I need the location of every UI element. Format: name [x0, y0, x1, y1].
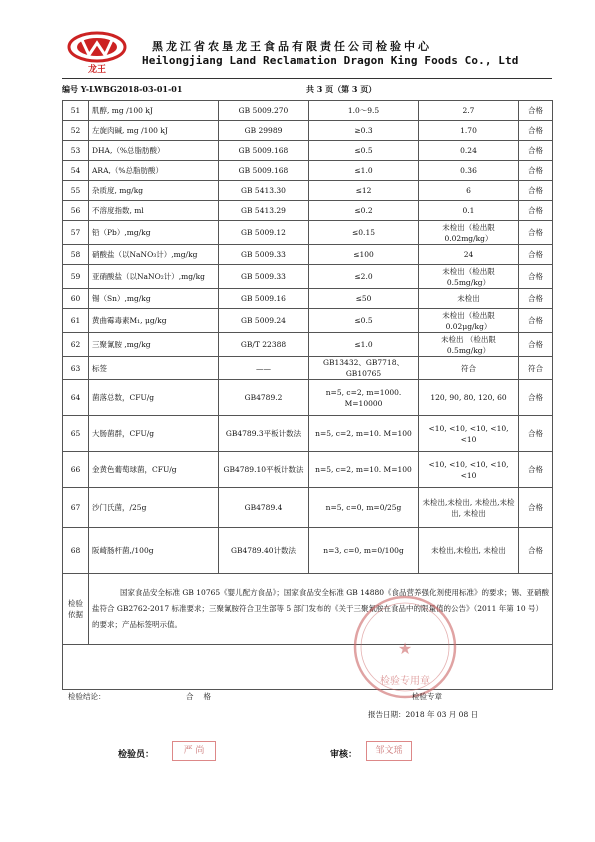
row-number: 58	[63, 245, 89, 265]
row-method: ——	[219, 357, 309, 380]
table-row	[63, 221, 553, 245]
inspector-signature: 严 尚	[172, 741, 216, 761]
row-number: 66	[63, 452, 89, 488]
row-verdict: 合格	[519, 101, 553, 121]
row-verdict: 合格	[519, 333, 553, 357]
row-number: 62	[63, 333, 89, 357]
table-row	[63, 416, 553, 452]
row-requirement: n=5, c=2, m=10. M=100	[309, 452, 419, 488]
row-requirement: ≤100	[309, 245, 419, 265]
row-verdict: 合格	[519, 201, 553, 221]
row-verdict: 合格	[519, 181, 553, 201]
row-result: 24	[419, 245, 519, 265]
reviewer-label: 审核：	[330, 750, 358, 760]
row-method: GB4789.10平板计数法	[219, 452, 309, 488]
table-row	[63, 181, 553, 201]
row-result: 未检出（检出限 0.02mg/kg）	[419, 221, 519, 245]
row-verdict: 合格	[519, 488, 553, 528]
row-verdict: 合格	[519, 161, 553, 181]
row-verdict: 合格	[519, 416, 553, 452]
row-verdict: 合格	[519, 289, 553, 309]
header-divider	[62, 78, 552, 79]
table-row	[63, 121, 553, 141]
row-requirement: ≤0.5	[309, 141, 419, 161]
row-method: GB/T 22388	[219, 333, 309, 357]
table-row	[63, 161, 553, 181]
row-result: 1.70	[419, 121, 519, 141]
row-method: GB 5009.16	[219, 289, 309, 309]
row-item: 阪崎肠杆菌,/100g	[89, 528, 219, 574]
row-method: GB 5009.33	[219, 245, 309, 265]
row-number: 57	[63, 221, 89, 245]
row-requirement: ≤1.0	[309, 333, 419, 357]
row-requirement: GB13432、GB7718、GB10765	[309, 357, 419, 380]
row-item: 肌醇, mg /100 kJ	[89, 101, 219, 121]
company-name-en: Heilongjiang Land Reclamation Dragon King Foods Co., Ltd	[142, 54, 519, 67]
row-method: GB4789.40计数法	[219, 528, 309, 574]
row-result: 未检出（检出限 0.5mg/kg）	[419, 265, 519, 289]
row-verdict: 合格	[519, 452, 553, 488]
logo-text: 龙王	[87, 65, 107, 74]
row-requirement: ≤2.0	[309, 265, 419, 289]
row-requirement: ≤12	[309, 181, 419, 201]
row-number: 67	[63, 488, 89, 528]
row-item: 左旋肉碱, mg /100 kJ	[89, 121, 219, 141]
row-method: GB4789.2	[219, 380, 309, 416]
basis-text: 国家食品安全标准 GB 10765《婴儿配方食品》；国家食品安全标准 GB 14880《食品营养强化剂使用标准》的要求；锡、亚硝酸盐符合 GB2762-2017 标准要求；三聚氰胺符合卫生部等 5 部门发布的《关于三聚氰胺在食品中的限量值的公告》（2011 年第 10 号）的要求；产品标签明示值。	[92, 588, 550, 629]
conclusion-value: 合格	[186, 692, 221, 701]
row-requirement: ≤0.5	[309, 309, 419, 333]
row-item: 铅（Pb）,mg/kg	[89, 221, 219, 245]
row-requirement: n=3, c=0, m=0/100g	[309, 528, 419, 574]
row-item: 亚硝酸盐（以NaNO₂计）,mg/kg	[89, 265, 219, 289]
row-requirement: ≤50	[309, 289, 419, 309]
row-item: 黄曲霉毒素M₁, μg/kg	[89, 309, 219, 333]
row-item: 硝酸盐（以NaNO₃计）,mg/kg	[89, 245, 219, 265]
basis-label: 检验依据	[63, 574, 89, 645]
row-result: 6	[419, 181, 519, 201]
table-row	[63, 488, 553, 528]
table-row	[63, 380, 553, 416]
row-item: DHA,（%总脂肪酸）	[89, 141, 219, 161]
row-item: 标签	[89, 357, 219, 380]
table-row	[63, 141, 553, 161]
row-number: 51	[63, 101, 89, 121]
row-verdict: 合格	[519, 221, 553, 245]
row-number: 54	[63, 161, 89, 181]
row-requirement: n=5, c=2, m=1000. M=10000	[309, 380, 419, 416]
row-number: 63	[63, 357, 89, 380]
row-item: 三聚氰胺 ,mg/kg	[89, 333, 219, 357]
row-result: <10, <10, <10, <10, <10	[419, 416, 519, 452]
row-number: 65	[63, 416, 89, 452]
row-result: 0.24	[419, 141, 519, 161]
row-result: 未检出,未检出, 未检出,未检出, 未检出	[419, 488, 519, 528]
row-method: GB 5413.30	[219, 181, 309, 201]
row-number: 52	[63, 121, 89, 141]
row-number: 56	[63, 201, 89, 221]
row-result: 未检出	[419, 289, 519, 309]
row-requirement: n=5, c=2, m=10. M=100	[309, 416, 419, 452]
row-result: <10, <10, <10, <10, <10	[419, 452, 519, 488]
table-row	[63, 245, 553, 265]
row-verdict: 符合	[519, 357, 553, 380]
row-verdict: 合格	[519, 380, 553, 416]
company-name-cn: 黑龙江省农垦龙王食品有限责任公司检验中心	[152, 40, 432, 53]
row-number: 64	[63, 380, 89, 416]
dragon-king-logo-icon	[62, 30, 132, 74]
row-requirement: ≤0.15	[309, 221, 419, 245]
table-row	[63, 309, 553, 333]
row-method: GB 5009.33	[219, 265, 309, 289]
report-date: 报告日期：2018 年 03 月 08 日	[368, 710, 479, 719]
table-row	[63, 101, 553, 121]
row-method: GB 29989	[219, 121, 309, 141]
row-item: 杂质度, mg/kg	[89, 181, 219, 201]
row-item: 不溶度指数, ml	[89, 201, 219, 221]
row-method: GB 5009.12	[219, 221, 309, 245]
row-result: 符合	[419, 357, 519, 380]
table-row	[63, 528, 553, 574]
row-verdict: 合格	[519, 141, 553, 161]
row-result: 未检出 （检出限 0.5mg/kg）	[419, 333, 519, 357]
table-row	[63, 357, 553, 380]
row-method: GB 5009.168	[219, 161, 309, 181]
row-method: GB 5413.29	[219, 201, 309, 221]
inspector-label: 检验员：	[118, 750, 155, 760]
table-row	[63, 452, 553, 488]
row-result: 未检出,未检出, 未检出	[419, 528, 519, 574]
table-row	[63, 333, 553, 357]
row-number: 55	[63, 181, 89, 201]
row-number: 59	[63, 265, 89, 289]
row-verdict: 合格	[519, 265, 553, 289]
row-method: GB4789.3平板计数法	[219, 416, 309, 452]
row-result: 0.36	[419, 161, 519, 181]
row-result: 0.1	[419, 201, 519, 221]
row-item: 金黄色葡萄球菌，CFU/g	[89, 452, 219, 488]
row-item: 锡（Sn）,mg/kg	[89, 289, 219, 309]
row-method: GB 5009.24	[219, 309, 309, 333]
row-item: 菌落总数，CFU/g	[89, 380, 219, 416]
row-requirement: ≥0.3	[309, 121, 419, 141]
row-method: GB 5009.270	[219, 101, 309, 121]
row-item: 大肠菌群，CFU/g	[89, 416, 219, 452]
seal-text: 检验专用章	[380, 676, 430, 687]
seal-note: 检验专章	[412, 692, 442, 701]
row-requirement: ≤1.0	[309, 161, 419, 181]
page-info: 共 3 页（第 3 页）	[306, 84, 377, 94]
svg-text:★: ★	[397, 639, 413, 658]
row-verdict: 合格	[519, 309, 553, 333]
table-row	[63, 289, 553, 309]
row-requirement: ≤0.2	[309, 201, 419, 221]
conclusion-label: 检验结论：	[68, 692, 106, 701]
row-number: 68	[63, 528, 89, 574]
row-method: GB 5009.168	[219, 141, 309, 161]
row-verdict: 合格	[519, 528, 553, 574]
inspection-table	[62, 100, 553, 690]
conclusion-cell	[63, 645, 553, 690]
reviewer-signature: 邹文瑶	[366, 741, 412, 761]
table-row	[63, 265, 553, 289]
row-item: ARA,（%总脂肪酸）	[89, 161, 219, 181]
row-result: 2.7	[419, 101, 519, 121]
row-requirement: n=5, c=0, m=0/25g	[309, 488, 419, 528]
row-number: 53	[63, 141, 89, 161]
row-number: 61	[63, 309, 89, 333]
row-verdict: 合格	[519, 245, 553, 265]
report-header	[62, 30, 552, 76]
row-number: 60	[63, 289, 89, 309]
row-item: 沙门氏菌，/25g	[89, 488, 219, 528]
row-verdict: 合格	[519, 121, 553, 141]
report-number: 编号 Y-LWBG2018-03-01-01	[62, 84, 183, 94]
row-requirement: 1.0～9.5	[309, 101, 419, 121]
row-result: 未检出（检出限 0.02μg/kg）	[419, 309, 519, 333]
table-row	[63, 201, 553, 221]
row-result: 120, 90, 80, 120, 60	[419, 380, 519, 416]
row-method: GB4789.4	[219, 488, 309, 528]
